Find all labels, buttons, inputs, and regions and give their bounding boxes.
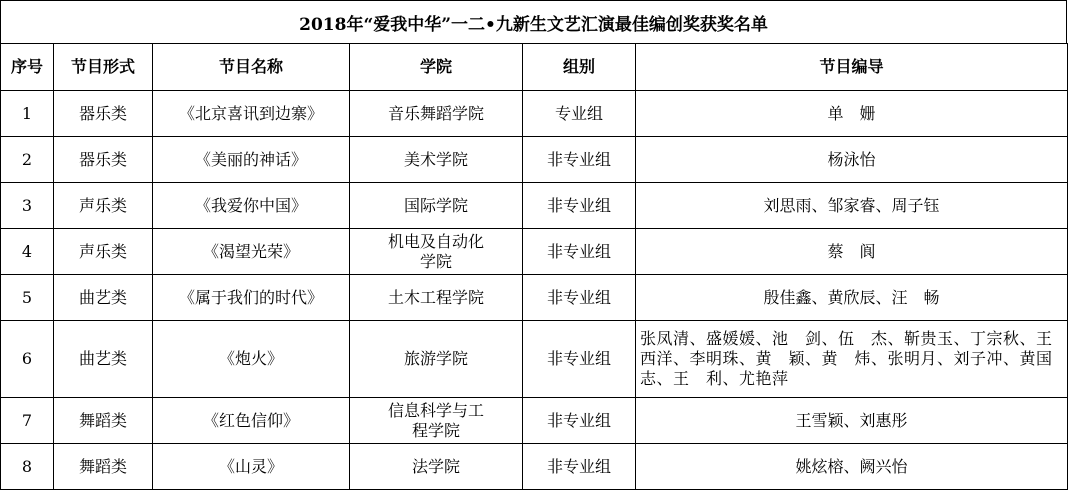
cell-no: 5 [1, 275, 54, 321]
cell-group: 非专业组 [523, 229, 636, 275]
table-row [1, 137, 1068, 183]
cell-group: 非专业组 [523, 321, 636, 398]
cell-directors: 蔡 阆 [636, 229, 1068, 275]
cell-college: 法学院 [350, 444, 523, 490]
header-name: 节目名称 [153, 44, 350, 91]
header-college: 学院 [350, 44, 523, 91]
table-header-row [1, 44, 1068, 91]
cell-form: 器乐类 [54, 137, 153, 183]
cell-no: 3 [1, 183, 54, 229]
cell-college: 机电及自动化学院 [350, 229, 523, 275]
header-directors: 节目编导 [636, 44, 1068, 91]
cell-college: 国际学院 [350, 183, 523, 229]
cell-no: 7 [1, 398, 54, 444]
cell-name: 《红色信仰》 [153, 398, 350, 444]
table-row [1, 398, 1068, 444]
cell-name: 《渴望光荣》 [153, 229, 350, 275]
cell-name: 《北京喜讯到边寨》 [153, 91, 350, 137]
cell-name: 《属于我们的时代》 [153, 275, 350, 321]
cell-directors: 刘思雨、邹家睿、周子钰 [636, 183, 1068, 229]
cell-directors: 杨泳怡 [636, 137, 1068, 183]
header-form: 节目形式 [54, 44, 153, 91]
cell-group: 非专业组 [523, 398, 636, 444]
cell-group: 非专业组 [523, 444, 636, 490]
cell-form: 器乐类 [54, 91, 153, 137]
cell-group: 非专业组 [523, 275, 636, 321]
cell-no: 2 [1, 137, 54, 183]
table-row [1, 91, 1068, 137]
cell-name: 《炮火》 [153, 321, 350, 398]
table-row [1, 444, 1068, 490]
cell-form: 声乐类 [54, 183, 153, 229]
page-title: 2018年“爱我中华”一二•九新生文艺汇演最佳编创奖获奖名单 [0, 0, 1067, 44]
cell-no: 1 [1, 91, 54, 137]
cell-directors: 单 姗 [636, 91, 1068, 137]
cell-group: 非专业组 [523, 137, 636, 183]
cell-form: 曲艺类 [54, 275, 153, 321]
cell-group: 专业组 [523, 91, 636, 137]
cell-college: 信息科学与工程学院 [350, 398, 523, 444]
cell-directors: 张凤清、盛媛媛、池 剑、伍 杰、靳贵玉、丁宗秋、王西洋、李明珠、黄 颖、黄 炜、张明月、刘子冲、黄国志、王 利、尤艳萍 [636, 321, 1068, 398]
cell-college: 美术学院 [350, 137, 523, 183]
cell-no: 8 [1, 444, 54, 490]
cell-no: 4 [1, 229, 54, 275]
cell-form: 舞蹈类 [54, 398, 153, 444]
cell-name: 《山灵》 [153, 444, 350, 490]
cell-college: 土木工程学院 [350, 275, 523, 321]
cell-name: 《我爱你中国》 [153, 183, 350, 229]
cell-group: 非专业组 [523, 183, 636, 229]
cell-college: 旅游学院 [350, 321, 523, 398]
table-row [1, 321, 1068, 398]
cell-form: 曲艺类 [54, 321, 153, 398]
table-row [1, 229, 1068, 275]
cell-no: 6 [1, 321, 54, 398]
cell-form: 声乐类 [54, 229, 153, 275]
cell-directors: 王雪颖、刘惠彤 [636, 398, 1068, 444]
cell-college: 音乐舞蹈学院 [350, 91, 523, 137]
table-row [1, 183, 1068, 229]
cell-directors: 姚炫榕、阙兴怡 [636, 444, 1068, 490]
award-table [0, 43, 1068, 490]
header-no: 序号 [1, 44, 54, 91]
cell-name: 《美丽的神话》 [153, 137, 350, 183]
header-group: 组别 [523, 44, 636, 91]
cell-form: 舞蹈类 [54, 444, 153, 490]
table-row [1, 275, 1068, 321]
cell-directors: 殷佳鑫、黄欣辰、汪 畅 [636, 275, 1068, 321]
